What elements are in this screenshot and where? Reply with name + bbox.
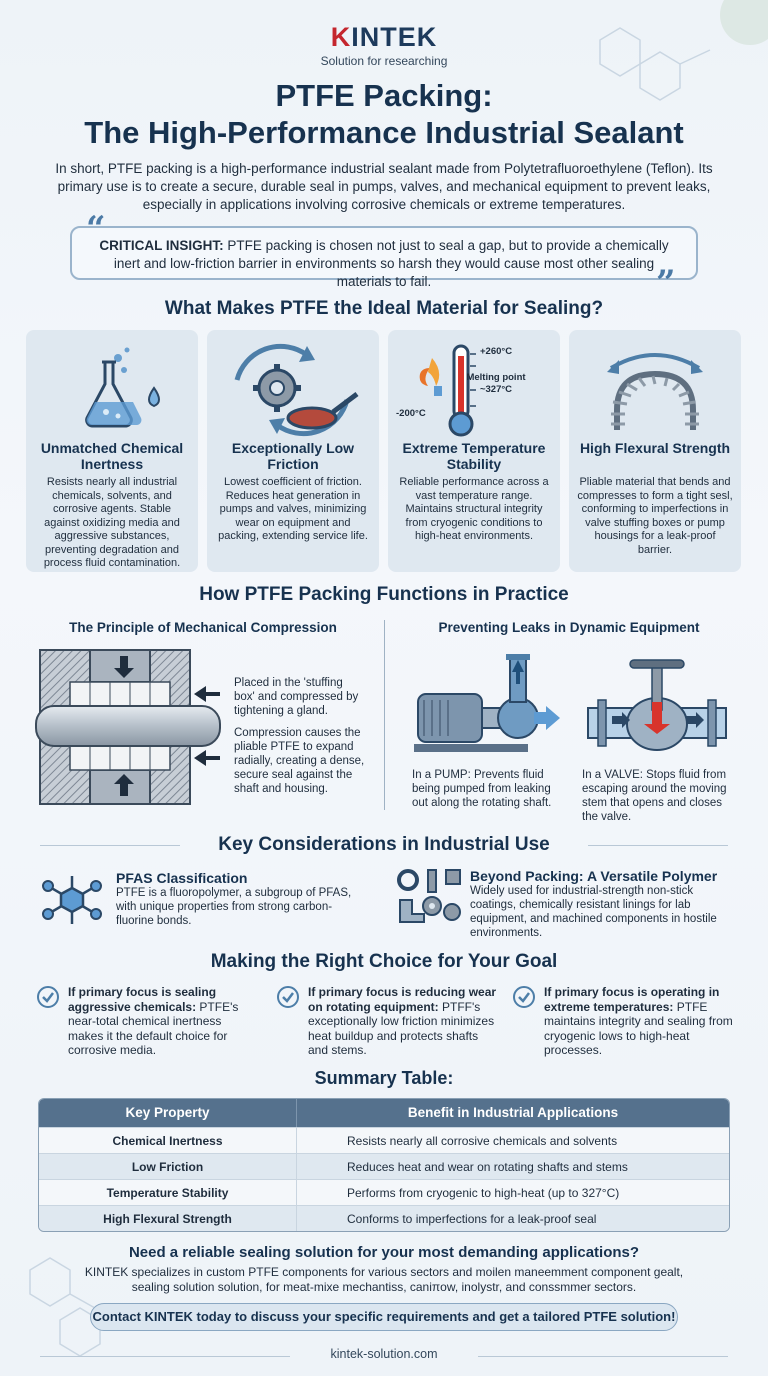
cta-question: Need a reliable sealing solution for your most demanding applications? xyxy=(128,1244,640,1261)
table-cell-benefit: Conforms to imperfections for a leak-proof seal xyxy=(347,1212,597,1226)
table-cell-benefit: Reduces heat and wear on rotating shafts and stems xyxy=(347,1160,628,1174)
pfas-text: PTFE is a fluoropolymer, a subgroup of PFAS, with unique properties from strong carbon-fluorine bonds. xyxy=(116,887,352,927)
table-row xyxy=(39,1179,729,1205)
table-cell-property: Temperature Stability xyxy=(39,1180,297,1205)
table-row xyxy=(39,1127,729,1153)
footer-website-link[interactable]: kintek-solution.com xyxy=(330,1347,438,1361)
molecule-icon xyxy=(40,872,104,928)
table-header-row xyxy=(39,1099,729,1127)
compression-diagram xyxy=(34,646,222,808)
summary-table-title: Summary Table: xyxy=(314,1068,454,1088)
check-circle-icon xyxy=(36,985,60,1009)
insight-text: PTFE packing is chosen not just to seal a gap, but to provide a chemically inert and low-friction barrier in environments so harsh they would cause most other sealing materials to fail. xyxy=(113,238,669,289)
section-title-practice: How PTFE Packing Functions in Practice xyxy=(199,584,569,605)
brand-initial: K xyxy=(330,22,352,52)
feature-card-chemical xyxy=(26,330,198,572)
temp-label-high: +260°C xyxy=(480,346,513,357)
goal-title: If primary focus is operating in extreme temperatures: xyxy=(544,985,720,1014)
page-title-line2: The High-Performance Industrial Sealant xyxy=(84,115,684,150)
temp-label-low: -200°C xyxy=(396,408,426,419)
goal-text: PTFF's exceptionally low friction minimizes heat buildup and protects shafts and stems. xyxy=(308,999,495,1057)
page-title-line1: PTFE Packing: xyxy=(275,78,493,113)
pfas-title: PFAS Classification xyxy=(116,870,248,886)
card-title: Unmatched Chemical Inertness xyxy=(40,440,184,472)
insight-label: CRITICAL INSIGHT: xyxy=(99,238,224,253)
spring-icon xyxy=(569,340,741,440)
brand-logo xyxy=(0,22,768,68)
compression-text-1: Placed in the 'stuffing box' and compressed by tightening a gland. xyxy=(234,677,359,717)
section-divider xyxy=(384,620,385,810)
goal-text: PTFE's near-total chemical inertness makes it the default choice for corrosive media. xyxy=(68,999,239,1057)
card-description: Reliable performance across a vast temperature range. Maintains structural integrity from cryogenic conditions to high-heat environments. xyxy=(399,476,549,542)
table-header-cell: Key Property xyxy=(39,1099,297,1127)
close-quote-icon: ” xyxy=(656,263,676,303)
table-cell-property: Chemical Inertness xyxy=(39,1128,297,1153)
compression-text-2: Compression causes the pliable PTFE to expand radially, creating a dense, secure seal against the shaft and housing. xyxy=(234,727,365,795)
table-cell-benefit: Performs from cryogenic to high-heat (up to 327°C) xyxy=(347,1186,620,1200)
beyond-packing-title: Beyond Packing: A Versatile Polymer xyxy=(470,868,718,884)
goal-title: If primary focus is reducing wear on rotating equipment: xyxy=(308,985,497,1014)
table-header-cell: Benefit in Industrial Applications xyxy=(407,1105,619,1120)
cta-body: KINTEK specializes in custom PTFE components for various sectors and moilen maneemment component gealt, sealing solution solution, for meat-mixe mechantiss, caniπow, inolystr, and conssmmer sectors. xyxy=(84,1265,684,1294)
left-arrow-icon xyxy=(194,750,220,766)
temp-label-melting-value: ~327°C xyxy=(479,384,513,395)
pump-illustration xyxy=(414,650,564,762)
open-quote-icon: “ xyxy=(86,209,106,249)
card-description: Resists nearly all industrial chemicals, solvents, and corrosive agents. Stable against oxidizing media and aggressive substances, preventing degradation and process fluid contamination. xyxy=(43,476,181,569)
valve-caption: In a VALVE: Stops fluid from escaping around the moving stem that opens and closes the valve. xyxy=(582,769,727,823)
goal-text: PTFE maintains integrity and sealing from cryogenic lows to high-heat processes. xyxy=(544,999,733,1057)
dynamic-equipment-title: Preventing Leaks in Dynamic Equipment xyxy=(438,620,700,635)
goal-title: If primary focus is sealing aggressive chemicals: xyxy=(68,985,217,1014)
beyond-packing-text: Widely used for industrial-strength non-stick coatings, chemically resistant linings for lab equipment, and machined components in hostile environments. xyxy=(470,885,717,939)
critical-insight-box xyxy=(70,226,698,289)
summary-table xyxy=(38,1098,730,1232)
valve-illustration xyxy=(582,652,732,764)
temp-label-melting: Melting point xyxy=(466,372,526,383)
table-row xyxy=(39,1153,729,1179)
feature-card-flexural xyxy=(569,330,741,572)
card-description: Pliable material that bends and compresses to form a tight sesl, conforming to imperfections in valve stuffing boxes or pump housings for a leak-proof barrier. xyxy=(577,476,733,556)
table-cell-benefit: Resists nearly all corrosive chemicals and solvents xyxy=(347,1134,618,1148)
flow-arrow-icon xyxy=(534,706,560,730)
feature-card-temperature xyxy=(388,330,560,572)
check-circle-icon xyxy=(512,985,536,1009)
flask-icon xyxy=(26,340,198,440)
gear-pan-icon xyxy=(207,340,379,440)
card-description: Lowest coefficient of friction. Reduces heat generation in pumps and valves, minimizing wear on equipment and packing, extending service life. xyxy=(218,476,368,542)
check-circle-icon xyxy=(276,985,300,1009)
brand-tagline: Solution for researching xyxy=(320,54,448,68)
table-cell-property: Low Friction xyxy=(39,1154,297,1179)
pump-caption: In a PUMP: Prevents fluid being pumped from leaking out along the rotating shaft. xyxy=(412,769,552,809)
components-icon xyxy=(394,866,464,930)
card-title: Extreme Temperature Stability xyxy=(402,440,546,472)
page-title xyxy=(0,78,768,152)
intro-paragraph: In short, PTFE packing is a high-performance industrial sealant made from Polytetrafluoroethylene (Teflon). Its primary use is to create a secure, durable seal in pumps, valves, and mechanical equipment to prevent leaks, especially in applications involving corrosive chemicals or extreme temperatures. xyxy=(55,161,713,212)
contact-kintek-button[interactable]: Contact KINTEK today to discuss your specific requirements and get a tailored PTFE solution! xyxy=(90,1303,678,1331)
brand-name: INTEK xyxy=(351,22,438,52)
section-title-material: What Makes PTFE the Ideal Material for Sealing? xyxy=(164,298,604,319)
table-row xyxy=(39,1205,729,1231)
section-title-considerations: Key Considerations in Industrial Use xyxy=(218,834,550,855)
thermometer-icon xyxy=(388,340,560,440)
card-title: High Flexural Strength xyxy=(579,440,731,456)
compression-title: The Principle of Mechanical Compression xyxy=(69,620,337,635)
left-arrow-icon xyxy=(194,686,220,702)
table-cell-property: High Flexural Strength xyxy=(39,1206,297,1231)
section-title-goal: Making the Right Choice for Your Goal xyxy=(210,951,558,972)
feature-card-friction xyxy=(207,330,379,572)
card-title: Exceptionally Low Friction xyxy=(231,440,355,472)
